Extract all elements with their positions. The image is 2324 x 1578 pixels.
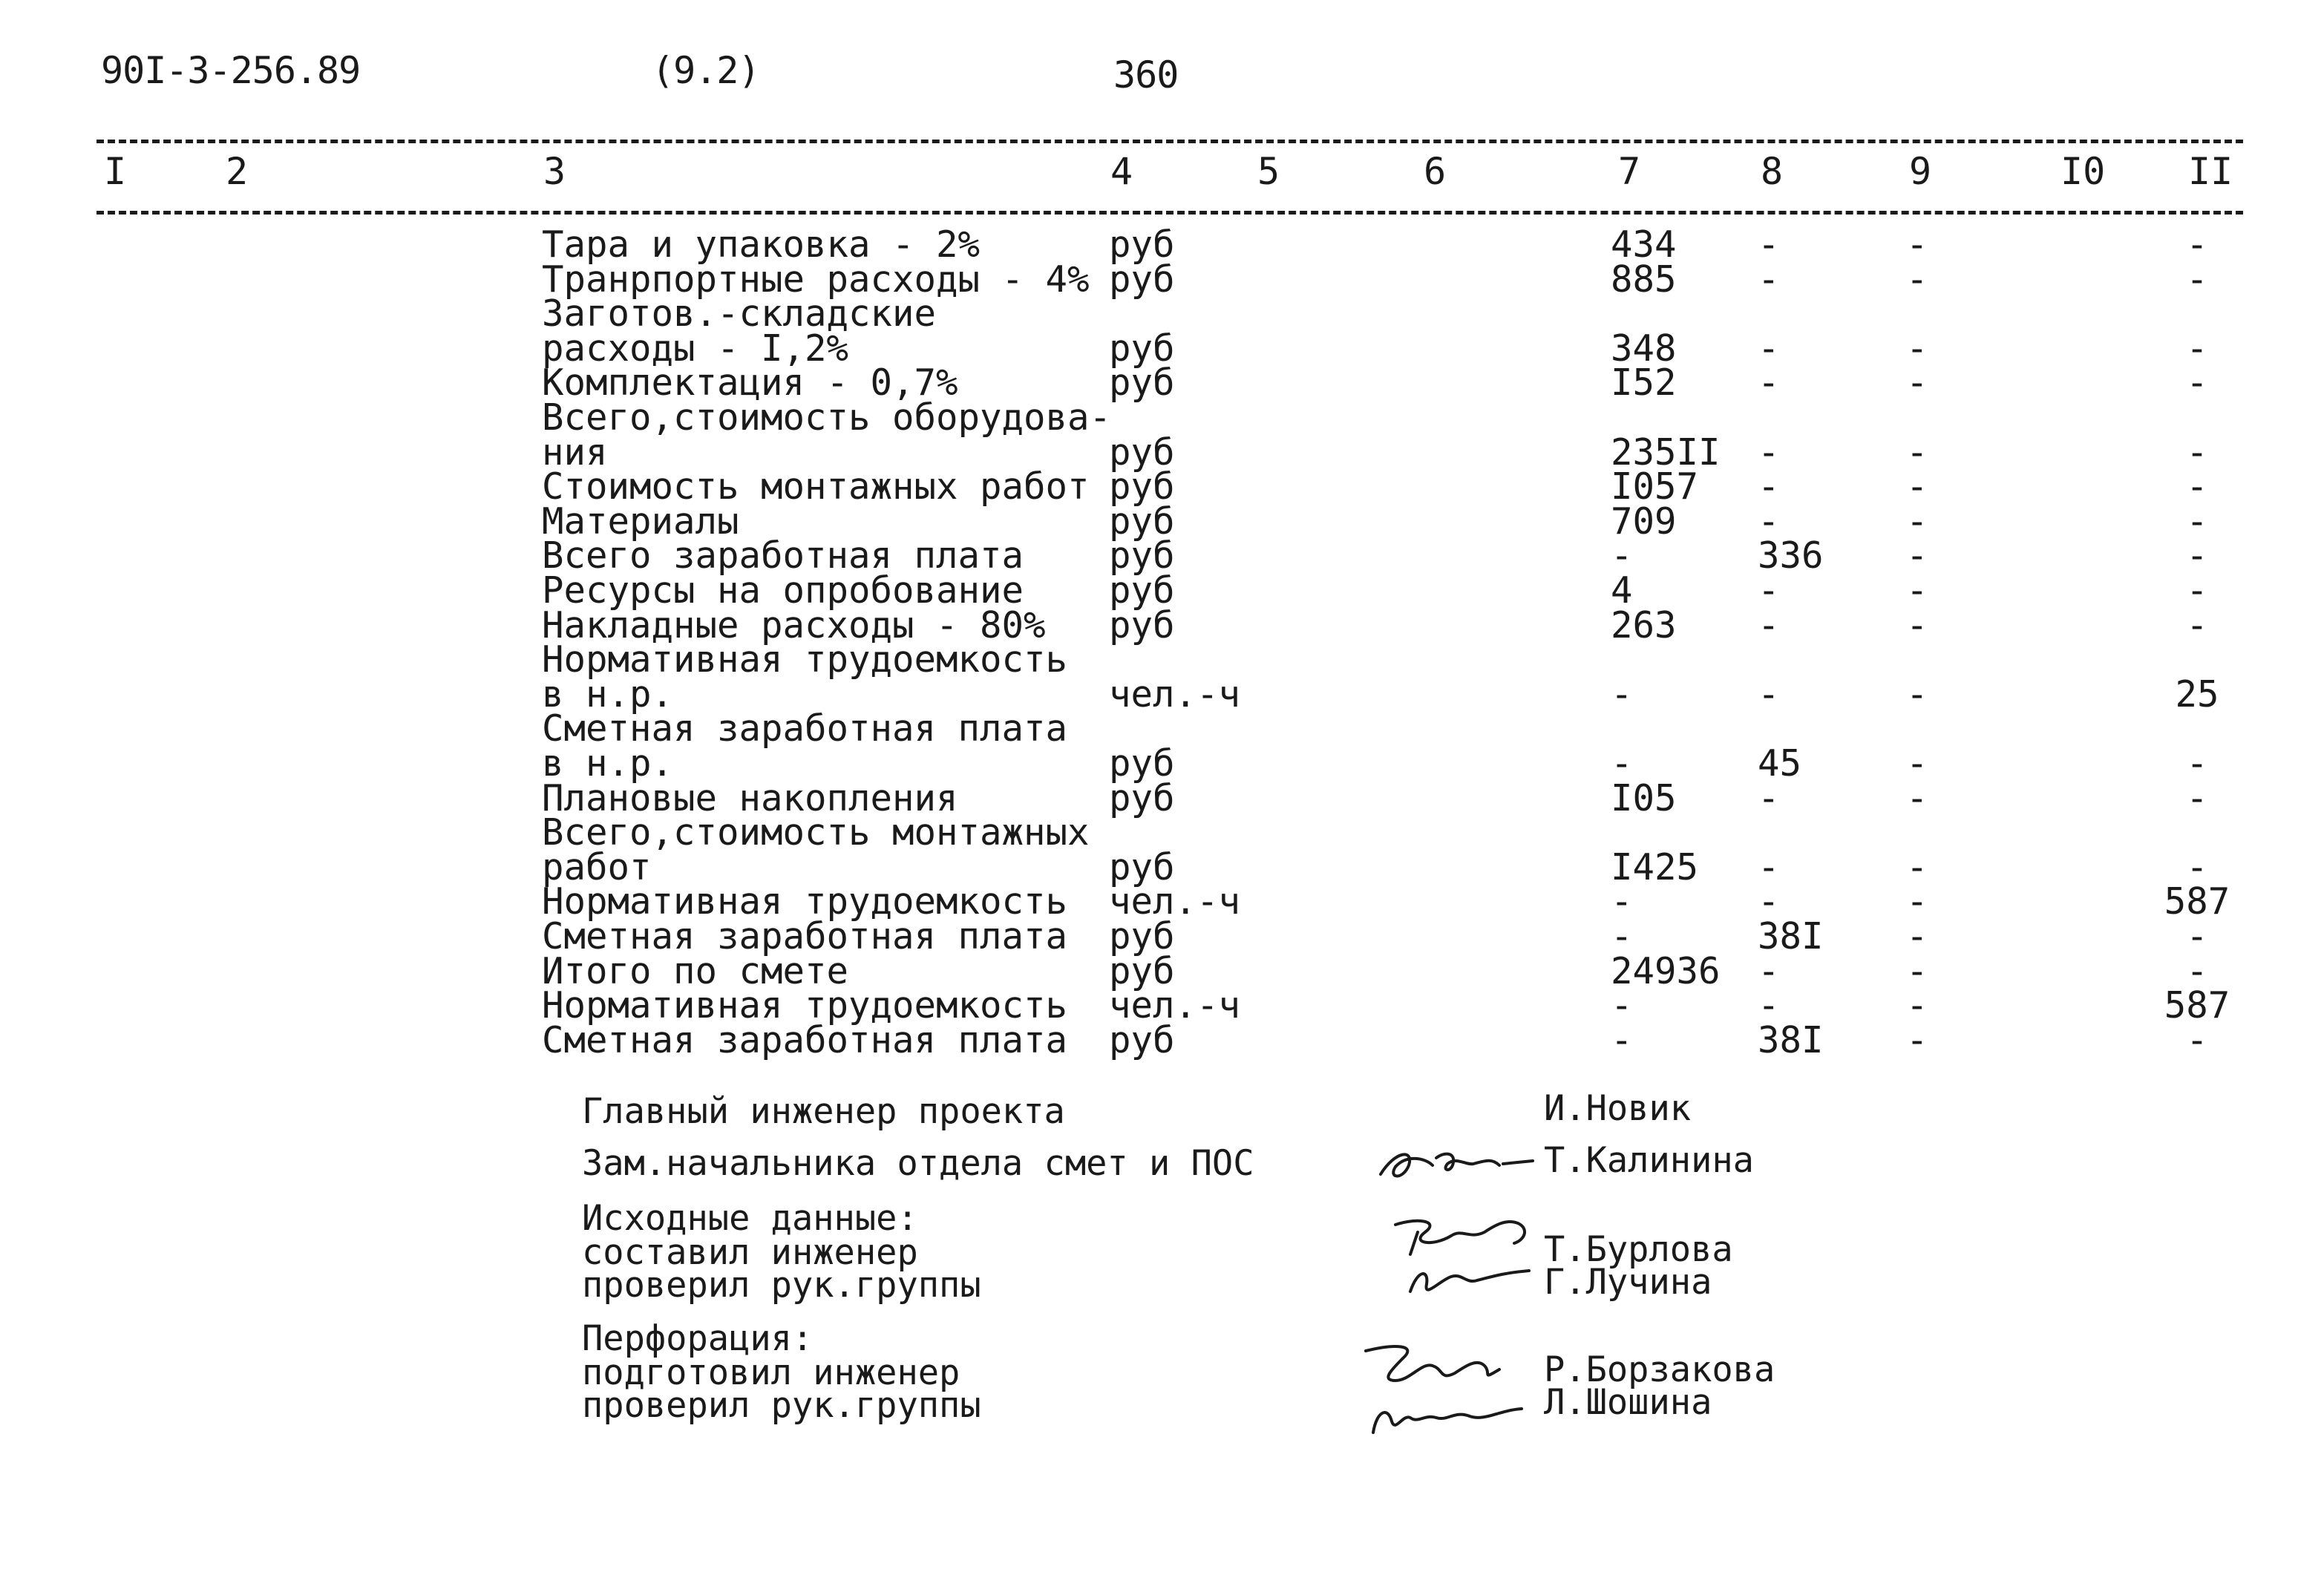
table-row xyxy=(0,984,2324,1027)
source-compiled-role: составил инженер xyxy=(582,1232,918,1273)
row-col-7: 4 xyxy=(1611,569,1633,612)
row-col-8: - xyxy=(1758,984,1780,1027)
row-col-7: 434 xyxy=(1611,223,1677,266)
column-header-9: 9 xyxy=(1909,150,1932,193)
row-unit: руб xyxy=(1109,465,1175,508)
row-col-7: 263 xyxy=(1611,604,1677,646)
row-col-11: - xyxy=(2186,258,2208,301)
source-compiled-name: Т.Бурлова xyxy=(1544,1229,1733,1270)
row-col-7: 24936 xyxy=(1611,950,1721,992)
section-number: (9.2) xyxy=(652,49,760,92)
row-col-9: - xyxy=(1906,673,1928,716)
perf-prepared-role: подготовил инженер xyxy=(582,1352,960,1393)
row-col-11: - xyxy=(2186,604,2208,646)
row-col-9: - xyxy=(1906,604,1928,646)
row-col-8: - xyxy=(1758,327,1780,370)
row-name: ния xyxy=(542,431,608,474)
row-unit: руб xyxy=(1109,1019,1175,1061)
row-col-11: - xyxy=(2186,846,2208,888)
column-header-4: 4 xyxy=(1110,150,1133,193)
row-name: Ресурсы на опробование xyxy=(542,569,1024,612)
row-col-7: - xyxy=(1611,880,1633,923)
row-unit: руб xyxy=(1109,777,1175,819)
row-unit: руб xyxy=(1109,534,1175,577)
document-code: 90I-3-256.89 xyxy=(101,49,361,92)
row-unit: руб xyxy=(1109,915,1175,957)
table-row xyxy=(0,707,2324,750)
row-name: Сметная заработная плата xyxy=(542,707,1068,750)
row-col-9: - xyxy=(1906,465,1928,508)
row-col-9: - xyxy=(1906,500,1928,543)
perf-prepared-name: Р.Борзакова xyxy=(1544,1349,1775,1390)
row-col-7: - xyxy=(1611,984,1633,1027)
row-col-11: - xyxy=(2186,465,2208,508)
row-col-8: 38I xyxy=(1758,1019,1824,1061)
row-col-7: - xyxy=(1611,673,1633,716)
page-number: 360 xyxy=(1113,53,1179,96)
table-row xyxy=(0,880,2324,923)
row-col-8: - xyxy=(1758,465,1780,508)
row-unit: чел.-ч xyxy=(1109,673,1241,716)
row-col-7: 235II xyxy=(1611,431,1721,474)
row-unit: руб xyxy=(1109,223,1175,266)
row-unit: руб xyxy=(1109,500,1175,543)
row-col-9: - xyxy=(1906,361,1928,404)
table-row xyxy=(0,638,2324,681)
table-row xyxy=(0,1019,2324,1061)
row-name: Всего заработная плата xyxy=(542,534,1024,577)
row-name: Транрпортные расходы - 4% xyxy=(542,258,1090,301)
column-header-5: 5 xyxy=(1257,150,1280,193)
row-col-11: - xyxy=(2186,500,2208,543)
row-col-7: I057 xyxy=(1611,465,1699,508)
row-col-11: - xyxy=(2186,915,2208,957)
row-name: Нормативная трудоемкость xyxy=(542,880,1068,923)
row-col-8: - xyxy=(1758,880,1780,923)
row-col-9: - xyxy=(1906,223,1928,266)
signature-kalinina xyxy=(1373,1136,1544,1188)
table-row xyxy=(0,292,2324,335)
row-name: Накладные расходы - 80% xyxy=(542,604,1046,646)
row-col-7: - xyxy=(1611,1019,1633,1061)
row-col-11: - xyxy=(2186,777,2208,819)
table-row xyxy=(0,777,2324,819)
row-name: Материалы xyxy=(542,500,739,543)
row-col-7: 885 xyxy=(1611,258,1677,301)
table-row xyxy=(0,534,2324,577)
column-header-2: 2 xyxy=(226,150,249,193)
row-col-7: - xyxy=(1611,534,1633,577)
row-name: Сметная заработная плата xyxy=(542,915,1068,957)
row-col-11: - xyxy=(2186,742,2208,785)
row-col-11: 25 xyxy=(2175,673,2219,716)
row-unit: руб xyxy=(1109,742,1175,785)
source-checked-role: проверил рук.группы xyxy=(582,1265,981,1306)
row-col-9: - xyxy=(1906,984,1928,1027)
column-header-11: II xyxy=(2188,150,2233,193)
row-col-11: 587 xyxy=(2164,984,2230,1027)
row-col-11: - xyxy=(2186,223,2208,266)
row-col-8: 45 xyxy=(1758,742,1802,785)
signature-borzakova-shoshina xyxy=(1351,1336,1536,1440)
deputy-head-role: Зам.начальника отдела смет и ПОС xyxy=(582,1143,1254,1184)
row-col-9: - xyxy=(1906,534,1928,577)
perf-checked-name: Л.Шошина xyxy=(1544,1382,1712,1423)
row-col-9: - xyxy=(1906,880,1928,923)
row-col-8: - xyxy=(1758,258,1780,301)
row-name: Заготов.-складские xyxy=(542,292,937,335)
row-name: расходы - I,2% xyxy=(542,327,849,370)
row-unit: чел.-ч xyxy=(1109,984,1241,1027)
row-col-9: - xyxy=(1906,327,1928,370)
table-row xyxy=(0,742,2324,785)
row-col-7: I425 xyxy=(1611,846,1699,888)
source-data-heading: Исходные данные: xyxy=(582,1198,918,1239)
row-unit: руб xyxy=(1109,327,1175,370)
header-rule-bottom xyxy=(96,211,2243,215)
row-unit: руб xyxy=(1109,846,1175,888)
table-row xyxy=(0,604,2324,646)
row-name: Плановые накопления xyxy=(542,777,958,819)
perforation-heading: Перфорация: xyxy=(582,1318,814,1359)
column-header-1: I xyxy=(104,150,127,193)
row-col-8: - xyxy=(1758,673,1780,716)
table-row xyxy=(0,465,2324,508)
row-name: Тара и упаковка - 2% xyxy=(542,223,981,266)
row-col-8: 336 xyxy=(1758,534,1824,577)
row-col-8: - xyxy=(1758,361,1780,404)
row-col-9: - xyxy=(1906,258,1928,301)
table-row xyxy=(0,223,2324,266)
row-name: в н.р. xyxy=(542,673,674,716)
row-name: в н.р. xyxy=(542,742,674,785)
row-col-8: - xyxy=(1758,950,1780,992)
table-row xyxy=(0,569,2324,612)
row-unit: руб xyxy=(1109,569,1175,612)
row-name: Сметная заработная плата xyxy=(542,1019,1068,1061)
row-col-8: - xyxy=(1758,431,1780,474)
chief-engineer-role: Главный инженер проекта xyxy=(582,1091,1065,1132)
row-name: Итого по смете xyxy=(542,950,849,992)
row-col-7: 348 xyxy=(1611,327,1677,370)
table-row xyxy=(0,258,2324,301)
row-unit: руб xyxy=(1109,431,1175,474)
row-unit: руб xyxy=(1109,950,1175,992)
row-col-9: - xyxy=(1906,915,1928,957)
table-row xyxy=(0,915,2324,957)
row-col-7: - xyxy=(1611,915,1633,957)
row-name: Стоимость монтажных работ xyxy=(542,465,1090,508)
row-col-9: - xyxy=(1906,846,1928,888)
row-col-9: - xyxy=(1906,950,1928,992)
perf-checked-role: проверил рук.группы xyxy=(582,1385,981,1426)
row-col-11: - xyxy=(2186,361,2208,404)
chief-engineer-name: И.Новик xyxy=(1544,1088,1692,1129)
row-col-8: - xyxy=(1758,500,1780,543)
row-unit: руб xyxy=(1109,258,1175,301)
row-name: Комплектация - 0,7% xyxy=(542,361,958,404)
row-col-8: - xyxy=(1758,846,1780,888)
row-col-11: - xyxy=(2186,569,2208,612)
header-rule-top xyxy=(96,140,2243,143)
row-col-9: - xyxy=(1906,777,1928,819)
row-col-8: - xyxy=(1758,569,1780,612)
deputy-head-name: Т.Калинина xyxy=(1544,1140,1754,1181)
row-col-11: - xyxy=(2186,534,2208,577)
row-name: Всего,стоимость оборудова- xyxy=(542,396,1112,439)
row-col-9: - xyxy=(1906,742,1928,785)
table-row xyxy=(0,396,2324,439)
column-header-3: 3 xyxy=(543,150,566,193)
row-col-11: 587 xyxy=(2164,880,2230,923)
row-col-7: 709 xyxy=(1611,500,1677,543)
column-header-6: 6 xyxy=(1424,150,1447,193)
row-name: Нормативная трудоемкость xyxy=(542,638,1068,681)
row-col-8: 38I xyxy=(1758,915,1824,957)
row-col-8: - xyxy=(1758,604,1780,646)
row-col-11: - xyxy=(2186,1019,2208,1061)
row-col-9: - xyxy=(1906,1019,1928,1061)
row-col-11: - xyxy=(2186,950,2208,992)
column-header-7: 7 xyxy=(1618,150,1641,193)
signature-burlova-luchina xyxy=(1381,1210,1544,1306)
source-checked-name: Г.Лучина xyxy=(1544,1262,1712,1303)
row-col-7: - xyxy=(1611,742,1633,785)
row-col-7: I05 xyxy=(1611,777,1677,819)
row-col-8: - xyxy=(1758,223,1780,266)
table-row xyxy=(0,673,2324,716)
row-col-11: - xyxy=(2186,431,2208,474)
row-col-11: - xyxy=(2186,327,2208,370)
table-row xyxy=(0,811,2324,854)
row-col-9: - xyxy=(1906,431,1928,474)
table-row xyxy=(0,361,2324,404)
row-unit: руб xyxy=(1109,361,1175,404)
column-header-8: 8 xyxy=(1761,150,1784,193)
row-col-8: - xyxy=(1758,777,1780,819)
column-header-10: I0 xyxy=(2060,150,2106,193)
row-name: Нормативная трудоемкость xyxy=(542,984,1068,1027)
row-name: Всего,стоимость монтажных xyxy=(542,811,1090,854)
row-name: работ xyxy=(542,846,652,888)
row-unit: чел.-ч xyxy=(1109,880,1241,923)
row-col-7: I52 xyxy=(1611,361,1677,404)
row-col-9: - xyxy=(1906,569,1928,612)
row-unit: руб xyxy=(1109,604,1175,646)
